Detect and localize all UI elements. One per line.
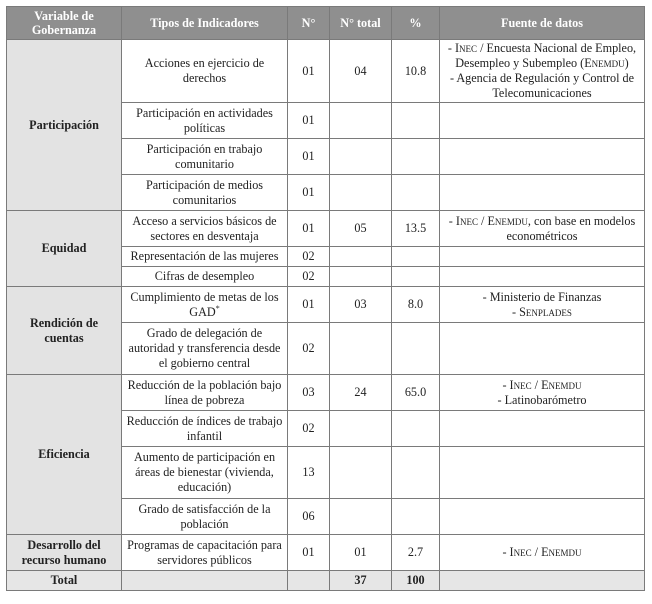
governance-indicators-table — [6, 6, 645, 591]
n-cell: 03 — [288, 375, 330, 411]
source-cell — [440, 499, 645, 535]
header-row — [7, 7, 645, 40]
n-total-cell: 24 — [330, 375, 392, 411]
indicator-cell: Acciones en ejercicio de derechos — [122, 40, 288, 103]
source-cell — [440, 535, 645, 571]
n-cell: 01 — [288, 535, 330, 571]
n-total-cell: 04 — [330, 40, 392, 103]
source-line: - Ministerio de Finanzas — [482, 289, 602, 304]
pct-cell: 8.0 — [392, 287, 440, 323]
source-cell — [440, 211, 645, 247]
source-line — [444, 305, 640, 320]
source-text: / — [531, 377, 542, 392]
indicator-cell: Reducción de índices de trabajo infantil — [122, 411, 288, 447]
indicator-cell: Grado de satisfacción de la población — [122, 499, 288, 535]
total-n: 37 — [330, 571, 392, 591]
source-cell — [440, 411, 645, 447]
n-total-cell — [330, 247, 392, 267]
n-total-cell — [330, 103, 392, 139]
source-cell — [440, 375, 645, 411]
header-n: N° — [288, 7, 330, 40]
pct-cell — [392, 499, 440, 535]
n-total-cell — [330, 323, 392, 375]
table-row — [7, 375, 645, 411]
indicator-cell: Participación en actividades políticas — [122, 103, 288, 139]
source-org: - Inec — [448, 213, 478, 228]
source-text: - — [512, 304, 520, 319]
footnote-mark: * — [215, 303, 220, 313]
indicator-cell: Aumento de participación en áreas de bienestar (vivienda, educación) — [122, 447, 288, 499]
source-text: / — [531, 545, 542, 559]
n-cell: 02 — [288, 247, 330, 267]
source-cell — [440, 267, 645, 287]
pct-cell — [392, 447, 440, 499]
indicator-cell: Cifras de desempleo — [122, 267, 288, 287]
indicator-cell: Acceso a servicios básicos de sectores en desventaja — [122, 211, 288, 247]
indicator-cell: Grado de delegación de autoridad y transferencia desde el gobierno central — [122, 323, 288, 375]
source-cell — [440, 447, 645, 499]
indicator-cell: Representación de las mujeres — [122, 247, 288, 267]
n-total-cell: 03 — [330, 287, 392, 323]
n-cell: 01 — [288, 175, 330, 211]
pct-cell: 65.0 — [392, 375, 440, 411]
header-tipos: Tipos de Indicadores — [122, 7, 288, 40]
source-org: Enemdu — [584, 56, 625, 70]
variable-equidad: Equidad — [7, 211, 122, 287]
total-empty — [288, 571, 330, 591]
n-total-cell — [330, 499, 392, 535]
source-line — [444, 378, 640, 393]
source-org: Inec — [509, 545, 532, 559]
pct-cell — [392, 411, 440, 447]
table-row — [7, 287, 645, 323]
n-cell: 01 — [288, 40, 330, 103]
n-total-cell: 05 — [330, 211, 392, 247]
source-cell — [440, 287, 645, 323]
variable-participacion: Participación — [7, 40, 122, 211]
n-cell: 01 — [288, 287, 330, 323]
source-line: - Agencia de Regulación y Control de Telecomunicaciones — [449, 71, 635, 100]
source-org: Enemdu — [541, 545, 582, 559]
n-cell: 01 — [288, 103, 330, 139]
header-n-total: N° total — [330, 7, 392, 40]
variable-rendicion: Rendición de cuentas — [7, 287, 122, 375]
source-org: Enemdu — [541, 377, 582, 392]
source-text: / Encuesta Nacional de Empleo, Desempleo y Subempleo ( — [455, 41, 637, 70]
pct-cell: 10.8 — [392, 40, 440, 103]
source-line — [444, 545, 640, 560]
table-row — [7, 211, 645, 247]
source-line — [444, 41, 640, 71]
indicator-cell: Programas de capacitación para servidores públicos — [122, 535, 288, 571]
total-empty — [440, 571, 645, 591]
source-cell — [440, 247, 645, 267]
source-cell — [440, 103, 645, 139]
variable-desarrollo: Desarrollo del recurso humano — [7, 535, 122, 571]
n-cell: 01 — [288, 139, 330, 175]
indicator-cell — [122, 287, 288, 323]
pct-cell — [392, 267, 440, 287]
indicator-cell: Reducción de la población bajo línea de pobreza — [122, 375, 288, 411]
source-cell — [440, 139, 645, 175]
source-cell — [440, 175, 645, 211]
n-cell: 02 — [288, 411, 330, 447]
table-row — [7, 535, 645, 571]
table-row — [7, 40, 645, 103]
pct-cell: 13.5 — [392, 211, 440, 247]
source-cell — [440, 40, 645, 103]
source-text: - — [502, 377, 510, 392]
source-text: / — [477, 213, 488, 228]
header-pct: % — [392, 7, 440, 40]
source-org: Enemdu — [487, 213, 528, 228]
variable-eficiencia: Eficiencia — [7, 375, 122, 535]
header-variable: Variable de Gobernanza — [7, 7, 122, 40]
indicator-cell: Participación en trabajo comunitario — [122, 139, 288, 175]
source-text: - — [502, 545, 510, 559]
indicator-cell: Participación de medios comunitarios — [122, 175, 288, 211]
total-row — [7, 571, 645, 591]
source-cell — [440, 323, 645, 375]
n-total-cell — [330, 175, 392, 211]
pct-cell — [392, 139, 440, 175]
pct-cell — [392, 323, 440, 375]
n-cell: 13 — [288, 447, 330, 499]
n-total-cell — [330, 139, 392, 175]
total-pct: 100 — [392, 571, 440, 591]
source-line — [444, 214, 640, 244]
pct-cell — [392, 247, 440, 267]
n-total-cell — [330, 267, 392, 287]
n-total-cell — [330, 411, 392, 447]
total-empty — [122, 571, 288, 591]
n-cell: 06 — [288, 499, 330, 535]
source-line: - Latinobarómetro — [497, 392, 587, 407]
header-fuente: Fuente de datos — [440, 7, 645, 40]
n-cell: 02 — [288, 267, 330, 287]
source-org: Senplades — [519, 304, 572, 319]
source-text: , con base en modelos econométricos — [506, 213, 636, 243]
indicator-text: Cumplimiento de metas de los GAD — [130, 289, 279, 319]
n-cell: 01 — [288, 211, 330, 247]
source-text: ) — [624, 56, 629, 70]
pct-cell: 2.7 — [392, 535, 440, 571]
source-org: Inec — [509, 377, 532, 392]
source-org: - Inec — [447, 41, 478, 55]
n-cell: 02 — [288, 323, 330, 375]
n-total-cell — [330, 447, 392, 499]
total-label: Total — [7, 571, 122, 591]
n-total-cell: 01 — [330, 535, 392, 571]
pct-cell — [392, 103, 440, 139]
pct-cell — [392, 175, 440, 211]
